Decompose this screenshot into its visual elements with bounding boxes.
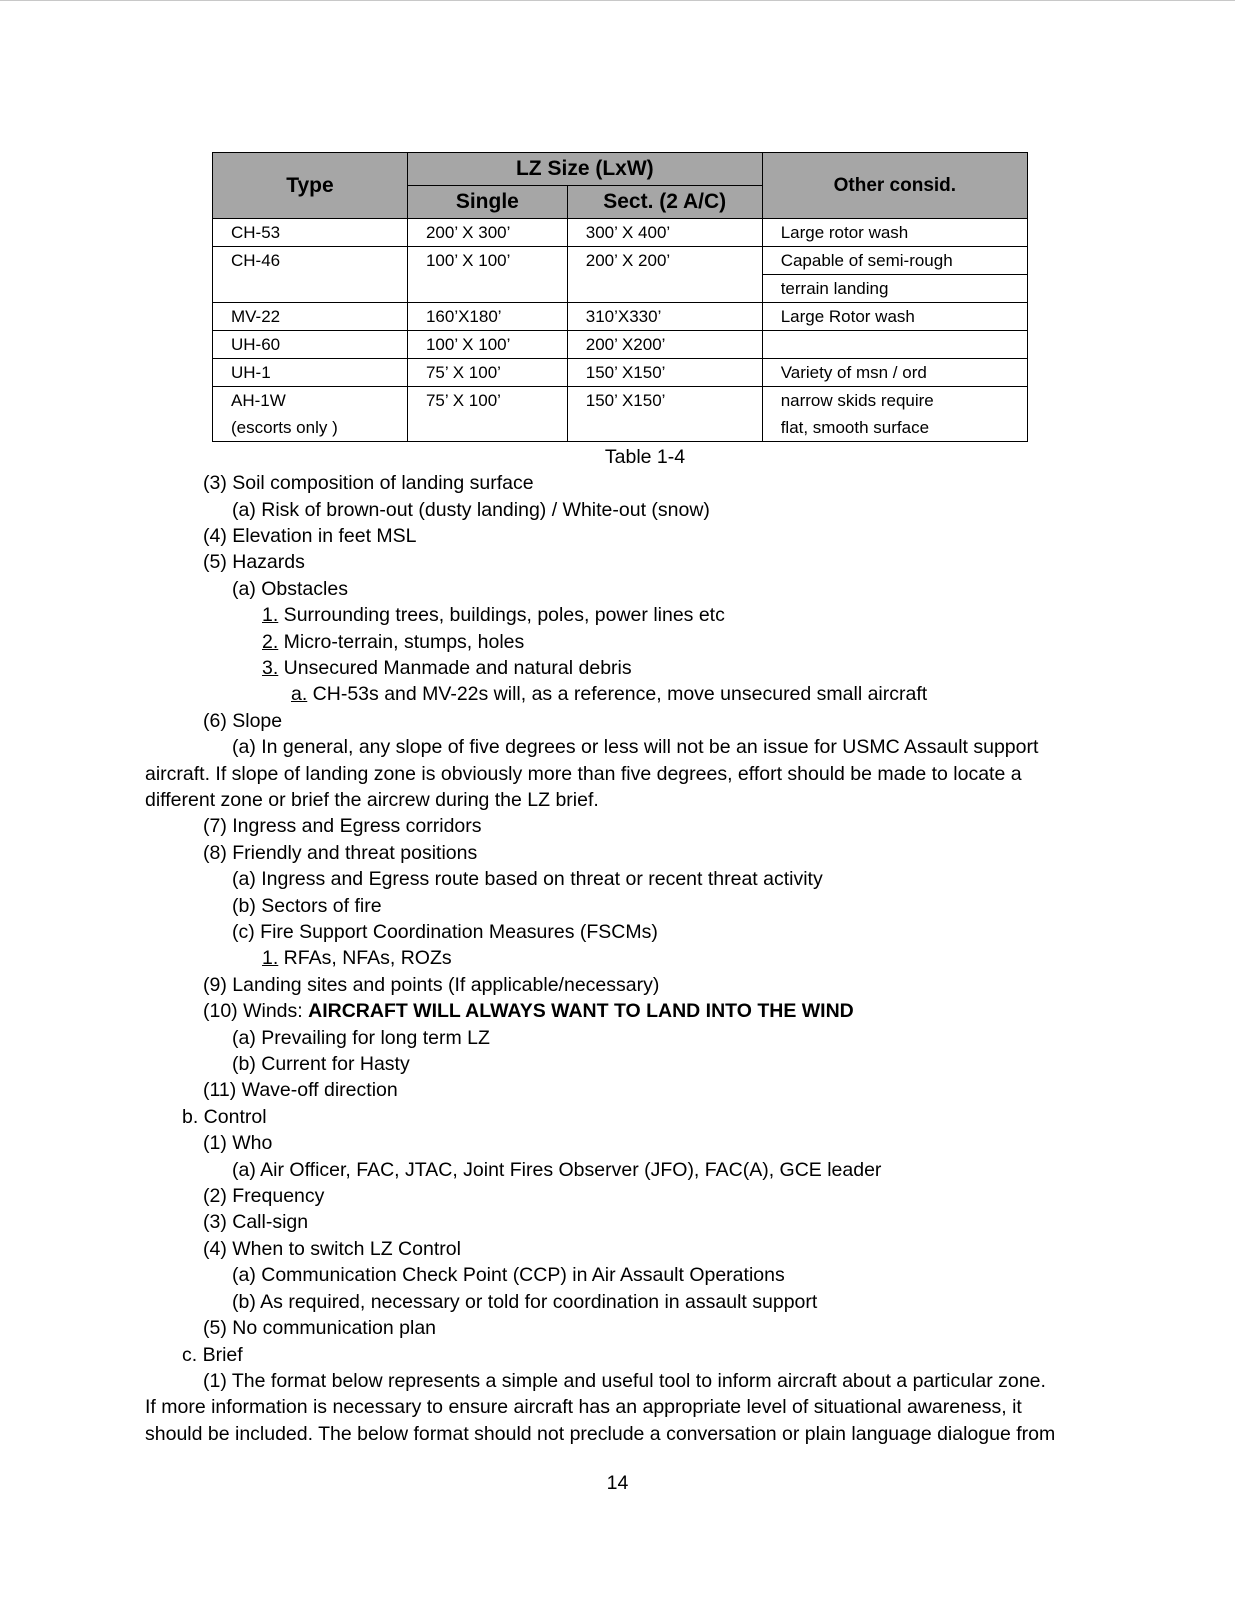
section-heading: b. Control bbox=[182, 1106, 267, 1128]
section-heading: c. Brief bbox=[182, 1344, 243, 1366]
cell-single: 75’ X 100’ bbox=[407, 359, 567, 387]
body-line: 1. RFAs, NFAs, ROZs bbox=[262, 947, 452, 969]
table-row bbox=[213, 414, 1028, 442]
table-row bbox=[213, 331, 1028, 359]
cell-type: MV-22 bbox=[213, 303, 408, 331]
body-line: (c) Fire Support Coordination Measures (FSCMs) bbox=[232, 921, 658, 943]
cell-other: narrow skids require bbox=[762, 387, 1027, 415]
header-lz-size: LZ Size (LxW) bbox=[407, 153, 762, 186]
body-line: should be included. The below format should not preclude a conversation or plain language dialogue from bbox=[145, 1423, 1056, 1445]
header-type: Type bbox=[213, 153, 408, 219]
cell-other: Large Rotor wash bbox=[762, 303, 1027, 331]
cell-type: CH-46 bbox=[213, 247, 408, 275]
cell-other: Large rotor wash bbox=[762, 219, 1027, 247]
body-line: (10) Winds: AIRCRAFT WILL ALWAYS WANT TO LAND INTO THE WIND bbox=[203, 1000, 854, 1022]
cell-sect: 300’ X 400’ bbox=[567, 219, 762, 247]
top-border bbox=[0, 0, 1235, 1]
body-line: (b) Current for Hasty bbox=[232, 1053, 410, 1075]
body-line: (a) Ingress and Egress route based on threat or recent threat activity bbox=[232, 868, 823, 890]
cell-sect: 150’ X150’ bbox=[567, 359, 762, 387]
cell-single: 200’ X 300’ bbox=[407, 219, 567, 247]
list-number: 2. bbox=[262, 631, 279, 653]
body-line: (2) Frequency bbox=[203, 1185, 325, 1207]
cell-single: 160’X180’ bbox=[407, 303, 567, 331]
list-number: 1. bbox=[262, 947, 279, 969]
body-line: (11) Wave-off direction bbox=[203, 1079, 398, 1101]
cell-type bbox=[213, 275, 408, 303]
cell-type: CH-53 bbox=[213, 219, 408, 247]
cell-other: terrain landing bbox=[762, 275, 1027, 303]
cell-other: Variety of msn / ord bbox=[762, 359, 1027, 387]
cell-other: Capable of semi-rough bbox=[762, 247, 1027, 275]
body-line: 2. Micro-terrain, stumps, holes bbox=[262, 631, 525, 653]
list-number: 1. bbox=[262, 604, 279, 626]
body-line: (7) Ingress and Egress corridors bbox=[203, 815, 482, 837]
body-line: aircraft. If slope of landing zone is obviously more than five degrees, effort should be made to locate a bbox=[145, 763, 1022, 785]
cell-single: 100’ X 100’ bbox=[407, 247, 567, 275]
cell-other bbox=[762, 331, 1027, 359]
body-line: (9) Landing sites and points (If applicable/necessary) bbox=[203, 974, 660, 996]
list-number: 3. bbox=[262, 657, 279, 679]
body-line: (4) When to switch LZ Control bbox=[203, 1238, 461, 1260]
table-row bbox=[213, 219, 1028, 247]
body-line: (a) Obstacles bbox=[232, 578, 348, 600]
cell-single bbox=[407, 414, 567, 442]
body-line: (a) In general, any slope of five degrees or less will not be an issue for USMC Assault support bbox=[232, 736, 1039, 758]
table-row bbox=[213, 359, 1028, 387]
cell-sect bbox=[567, 275, 762, 303]
table-row bbox=[213, 247, 1028, 275]
header-sect: Sect. (2 A/C) bbox=[567, 186, 762, 219]
body-line: a. CH-53s and MV-22s will, as a reference, move unsecured small aircraft bbox=[291, 683, 928, 705]
cell-type: AH-1W bbox=[213, 387, 408, 415]
lz-size-table bbox=[212, 152, 1028, 442]
cell-type: UH-1 bbox=[213, 359, 408, 387]
body-line: (4) Elevation in feet MSL bbox=[203, 525, 417, 547]
body-line: (5) Hazards bbox=[203, 551, 305, 573]
header-single: Single bbox=[407, 186, 567, 219]
body-line: (1) The format below represents a simple and useful tool to inform aircraft about a particular zone. bbox=[203, 1370, 1046, 1392]
body-line: (8) Friendly and threat positions bbox=[203, 842, 478, 864]
body-line: (b) As required, necessary or told for coordination in assault support bbox=[232, 1291, 818, 1313]
table-row bbox=[213, 275, 1028, 303]
body-line: (a) Prevailing for long term LZ bbox=[232, 1027, 490, 1049]
list-number: a. bbox=[291, 683, 308, 705]
cell-sect: 200’ X200’ bbox=[567, 331, 762, 359]
page-number: 14 bbox=[606, 1472, 629, 1494]
body-line: 1. Surrounding trees, buildings, poles, power lines etc bbox=[262, 604, 725, 626]
body-line: (3) Soil composition of landing surface bbox=[203, 472, 534, 494]
cell-other: flat, smooth surface bbox=[762, 414, 1027, 442]
body-line: (1) Who bbox=[203, 1132, 273, 1154]
cell-sect: 150’ X150’ bbox=[567, 387, 762, 415]
header-other-consid: Other consid. bbox=[762, 153, 1027, 219]
table-caption: Table 1-4 bbox=[604, 446, 686, 468]
body-line: 3. Unsecured Manmade and natural debris bbox=[262, 657, 632, 679]
body-line: (3) Call-sign bbox=[203, 1211, 309, 1233]
winds-emphasis: AIRCRAFT WILL ALWAYS WANT TO LAND INTO THE WIND bbox=[308, 1000, 854, 1022]
table-row bbox=[213, 303, 1028, 331]
cell-sect: 310’X330’ bbox=[567, 303, 762, 331]
cell-type: (escorts only ) bbox=[213, 414, 408, 442]
cell-single bbox=[407, 275, 567, 303]
cell-single: 75’ X 100’ bbox=[407, 387, 567, 415]
body-line: (b) Sectors of fire bbox=[232, 895, 382, 917]
body-line: (5) No communication plan bbox=[203, 1317, 437, 1339]
body-line: (a) Communication Check Point (CCP) in Air Assault Operations bbox=[232, 1264, 785, 1286]
cell-single: 100’ X 100’ bbox=[407, 331, 567, 359]
body-line: (a) Risk of brown-out (dusty landing) / White-out (snow) bbox=[232, 499, 710, 521]
cell-sect bbox=[567, 414, 762, 442]
body-line: different zone or brief the aircrew during the LZ brief. bbox=[145, 789, 599, 811]
table-row bbox=[213, 387, 1028, 415]
body-line: (6) Slope bbox=[203, 710, 283, 732]
body-line: If more information is necessary to ensure aircraft has an appropriate level of situational awareness, it bbox=[145, 1396, 1022, 1418]
cell-sect: 200’ X 200’ bbox=[567, 247, 762, 275]
body-line: (a) Air Officer, FAC, JTAC, Joint Fires Observer (JFO), FAC(A), GCE leader bbox=[232, 1159, 882, 1181]
cell-type: UH-60 bbox=[213, 331, 408, 359]
